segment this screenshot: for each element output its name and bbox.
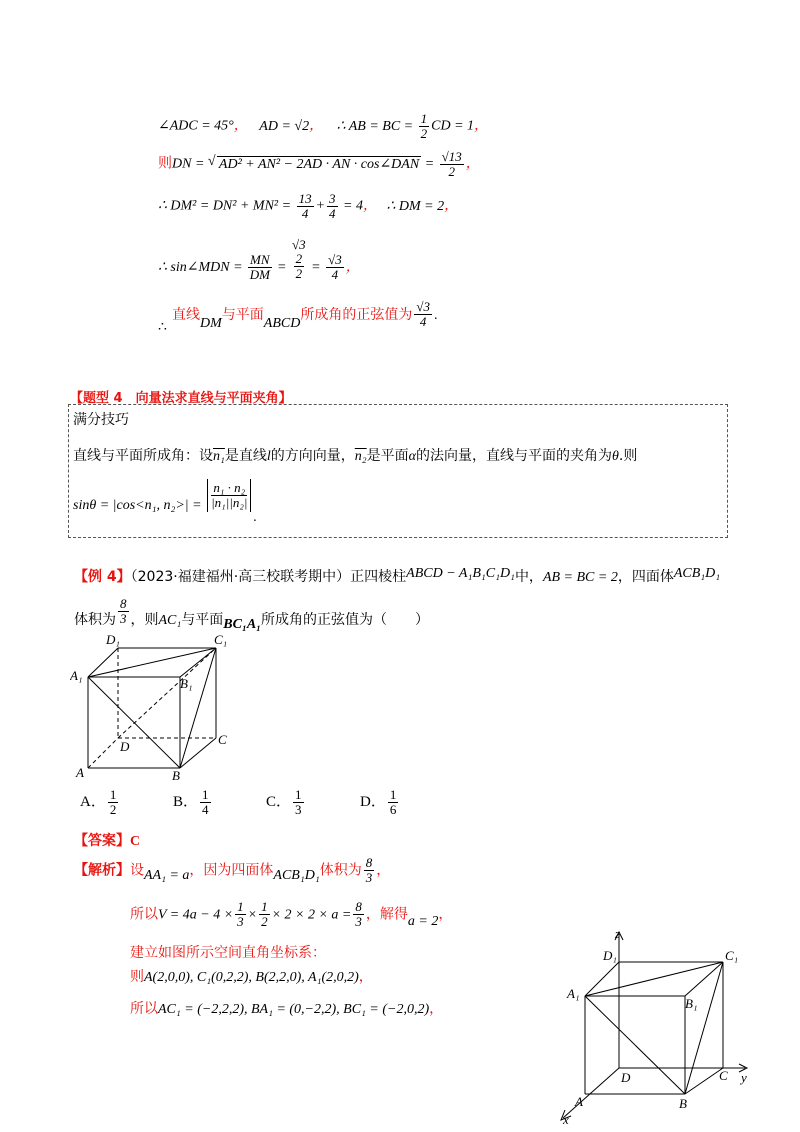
option-a[interactable]: [80, 788, 120, 817]
volume-text: 体积为: [74, 611, 116, 628]
abcd-symbol: ABCD: [263, 316, 301, 331]
label-d: D: [621, 1070, 631, 1085]
diag-a1c1: [88, 648, 216, 677]
vectors: AC₁ = (−2,2,2), BA₁ = (0,−2,2), BC₁ = (−2,0,2): [158, 1002, 430, 1017]
analysis-line-3: 建立如图所示空间直角坐标系：: [130, 945, 326, 961]
volume-frac: $\frac{8}{3}$: [120, 596, 127, 626]
period: .: [434, 308, 438, 323]
nested-fraction: √3 2 2: [292, 237, 306, 281]
a-eq-2: a = 2: [407, 913, 439, 929]
label-a1: A₁: [70, 668, 83, 683]
theta-symbol: θ: [612, 449, 619, 464]
mn-over-dm: $\frac{MN}{DM}$: [249, 252, 270, 282]
plus: +: [315, 198, 326, 214]
angle-adc: ∠ADC = 45°: [158, 118, 234, 134]
option-a-key: A．: [80, 793, 106, 810]
hidden-ad: [88, 738, 118, 768]
label-b: B: [172, 768, 180, 783]
axis-x: [563, 1068, 619, 1118]
sqrt3-over-4-result: $\frac{√3}{4}$: [416, 299, 430, 329]
edge-a1d1: [88, 648, 118, 677]
equals: =: [273, 259, 290, 275]
dm-squared: ∴ DM² = DN² + MN² =: [158, 198, 295, 214]
one-half: $\frac{1}{2}$: [261, 899, 268, 929]
tips-text-e: 的法向量，直线与平面的夹角为: [416, 448, 612, 464]
label-b: B: [679, 1096, 687, 1111]
example-source: （2023·福建福州·高三校联考期中）正四棱柱: [130, 569, 407, 585]
text-so: 所以: [130, 906, 158, 923]
label-c: C: [719, 1068, 728, 1083]
line-text: 直线: [172, 307, 201, 323]
option-c-frac: $\frac{1}{3}$: [295, 787, 302, 817]
option-b-frac: $\frac{1}{4}$: [202, 787, 209, 817]
coordinates: A(2,0,0), C₁(0,2,2), B(2,2,0), A₁(2,0,2): [144, 970, 359, 985]
diag-a1b: [88, 677, 180, 768]
n1-vector: n₁: [213, 449, 225, 464]
sin-theta-formula: sinθ = |cos<n₁, n₂>| =: [73, 497, 202, 513]
question-text: 所成角的正弦值为（ ）: [261, 611, 430, 628]
edge-bc: [180, 738, 216, 768]
text-plane: 与平面: [181, 611, 224, 628]
tips-text-f: .则: [618, 448, 638, 464]
comma: ，: [438, 906, 453, 923]
label-b1: B₁: [685, 996, 698, 1011]
tips-text-a: 直线与平面所成角：设: [73, 448, 213, 464]
edge-a1d1: [585, 962, 619, 996]
tips-line-1: [73, 445, 637, 465]
tips-text-c: 的方向向量，: [270, 448, 355, 464]
edge-bc: [685, 1068, 723, 1094]
therefore: ∴: [158, 320, 167, 335]
label-z: z: [615, 928, 621, 941]
text-so: 所以: [130, 1001, 158, 1017]
text-then: 则: [130, 969, 144, 985]
text-then: ，则: [130, 611, 159, 628]
text-solve: ，解得: [365, 906, 408, 923]
example-label: 【例 4】: [74, 569, 131, 585]
then-label: 则: [158, 155, 172, 172]
label-d1: D₁: [106, 632, 120, 647]
analysis-label: 【解析】: [74, 862, 130, 879]
analysis-line-2: [130, 900, 452, 929]
label-d1: D₁: [603, 948, 617, 963]
tips-title: 满分技巧: [73, 412, 129, 428]
label-d: D: [120, 739, 130, 754]
dn-radical: √ AD² + AN² − 2AD · AN · cos∠DAN: [208, 156, 421, 173]
tips-formula: [73, 479, 257, 525]
analysis-line-1: [74, 856, 390, 885]
solution-line-4: ∴ sin∠MDN = $\frac{MN}{DM}$ = √3 2 2 = $\frac{√3}{4}$ ，: [158, 237, 360, 282]
label-y: y: [741, 1070, 747, 1085]
text-mid: 中，: [514, 569, 543, 585]
prism-figure-2: [555, 928, 755, 1124]
tetra-symbol: ACB₁D₁: [273, 867, 320, 883]
equals: =: [421, 156, 438, 172]
frac-3-4: $\frac{3}{4}$: [329, 191, 336, 221]
answer-line: [74, 830, 140, 850]
analysis-line-4: [130, 966, 373, 986]
option-b[interactable]: [173, 788, 213, 817]
diag-a1c1: [585, 962, 723, 996]
example-line-1: [74, 566, 720, 586]
option-d-key: D．: [360, 793, 386, 810]
line-l: l: [266, 449, 271, 464]
solution-line-1: ∠ADC = 45°， AD = √2， ∴ AB = BC = $\frac{1}{2}$ CD = 1，: [158, 111, 489, 141]
solution-line-3: ∴ DM² = DN² + MN² = $\frac{13}{4}$ + $\frac{3}{4}$ = 4， ∴ DM = 2，: [158, 191, 459, 221]
option-d-frac: $\frac{1}{6}$: [389, 787, 397, 817]
plane-text: 与平面: [221, 307, 264, 323]
sqrt13-over-2: $\frac{√13}{2}$: [441, 149, 462, 179]
sin-mdn: ∴ sin∠MDN =: [158, 259, 247, 275]
equals: =: [307, 259, 325, 275]
analysis-line-5: [130, 998, 443, 1018]
label-a1: A₁: [567, 986, 580, 1001]
one-third: $\frac{1}{3}$: [237, 899, 244, 929]
alpha-symbol: α: [408, 449, 416, 464]
dm-value: ∴ DM = 2: [386, 198, 445, 214]
comma: ，: [358, 969, 373, 985]
aa1-eq-a: AA₁ = a: [144, 867, 190, 883]
times: ×: [247, 907, 258, 923]
diag-bc1: [685, 962, 723, 1094]
sine-text: 所成角的正弦值为: [300, 307, 413, 323]
comma: ，: [376, 862, 391, 879]
label-a: A: [76, 765, 84, 780]
diag-a1b: [585, 996, 685, 1094]
text-set: 设: [130, 862, 144, 879]
topic-heading: 【题型 4 向量法求直线与平面夹角】: [70, 391, 292, 406]
label-c: C: [218, 732, 227, 747]
example-line-2: [74, 596, 430, 632]
text-because: ，因为四面体: [189, 862, 274, 879]
option-b-key: B．: [173, 793, 199, 810]
dn-formula: DN =: [172, 156, 208, 172]
tips-box: [68, 404, 728, 538]
n2-vector: n₂: [354, 449, 367, 464]
label-x: x: [563, 1112, 569, 1124]
prism-name: ABCD − A₁B₁C₁D₁: [406, 566, 515, 581]
frac-13-4: $\frac{13}{4}$: [298, 191, 312, 221]
label-c1: C₁: [214, 632, 228, 647]
prism-figure-1: [70, 628, 240, 784]
equals-4: = 4: [339, 198, 363, 214]
answer-value: C: [130, 834, 141, 849]
hidden-dc1: [118, 648, 216, 738]
abs-fraction: $\frac{\text{n₁ · n₂}}{\text{|n₁||n₂|}}$: [207, 479, 251, 512]
dm-symbol: DM: [200, 316, 222, 331]
volume-formula: V = 4a − 4 ×: [158, 907, 234, 923]
eight-thirds-2: $\frac{8}{3}$: [355, 899, 362, 929]
option-c[interactable]: [266, 788, 306, 817]
half-fraction: $\frac{1}{2}$: [420, 111, 428, 141]
text-mid2: ，四面体: [617, 569, 674, 585]
ab-bc-condition: AB = BC = 2: [542, 570, 618, 585]
option-c-key: C．: [266, 793, 292, 810]
tips-text-b: 是直线: [224, 448, 267, 464]
comma: ，: [429, 1001, 444, 1017]
tips-text-d: 是平面: [366, 448, 409, 464]
period: .: [253, 509, 257, 525]
text-volume: 体积为: [319, 862, 362, 879]
option-d[interactable]: [360, 788, 400, 817]
sqrt3-over-4: $\frac{√3}{4}$: [328, 252, 342, 282]
solution-line-5: [158, 299, 438, 335]
option-a-frac: $\frac{1}{2}$: [109, 787, 117, 817]
eight-thirds: $\frac{8}{3}$: [365, 855, 373, 885]
label-b1: B₁: [180, 676, 193, 691]
cd-value: CD = 1: [431, 118, 475, 134]
label-c1: C₁: [725, 948, 739, 963]
solution-line-2: 则DN = √ AD² + AN² − 2AD · AN · cos∠DAN = $\frac{√13}{2}$ ，: [158, 150, 480, 179]
ab-bc-expression: ∴ AB = BC =: [336, 118, 417, 134]
plane-symbol: BC₁A₁: [223, 616, 262, 632]
answer-label: 【答案】: [74, 833, 130, 849]
tetra-name: ACB₁D₁: [673, 566, 721, 581]
ac1-symbol: AC₁: [158, 612, 182, 628]
label-a: A: [575, 1094, 583, 1109]
ad-value: AD = √2: [259, 118, 310, 134]
volume-product: × 2 × 2 × a =: [271, 907, 352, 923]
diag-bc1: [180, 648, 216, 768]
